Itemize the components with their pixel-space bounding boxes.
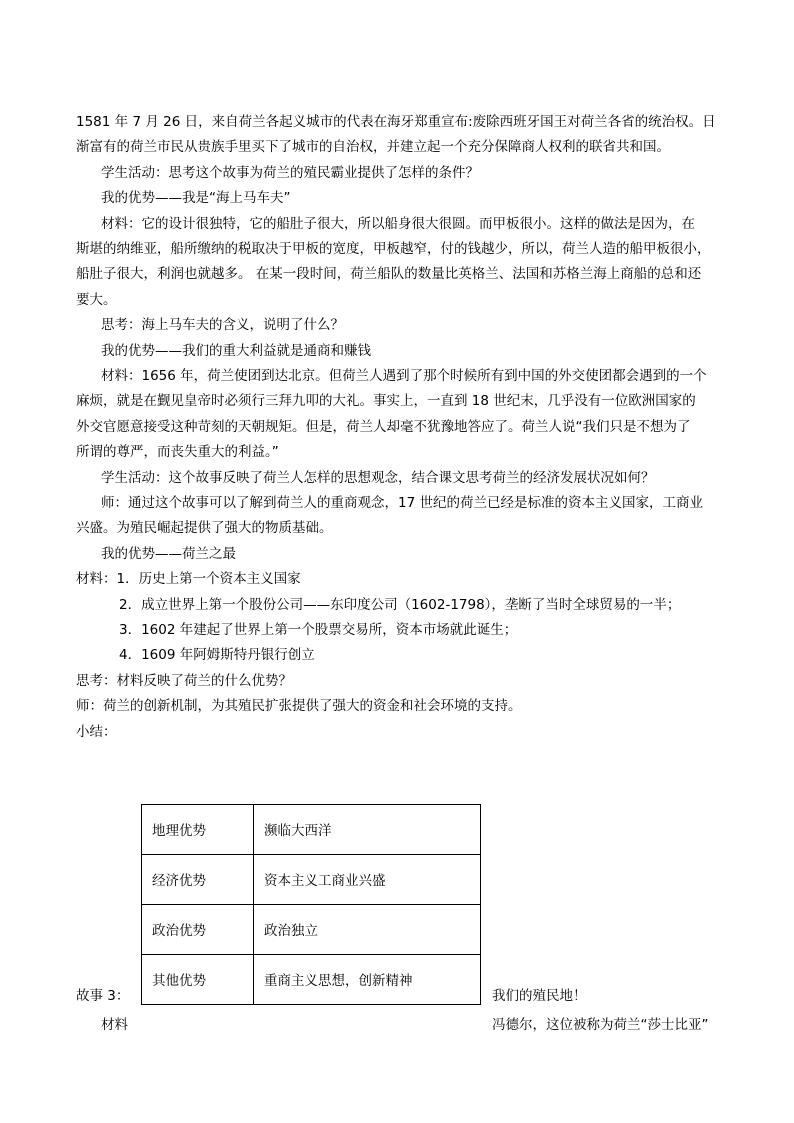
paragraph-line: 我的优势——我是“海上马车夫” xyxy=(101,190,291,206)
paragraph-line: 小结： xyxy=(76,724,117,740)
advantage-detail-cell: 濒临大西洋 xyxy=(254,805,481,855)
advantage-category-cell: 地理优势 xyxy=(142,805,254,855)
paragraph-line: 思考：材料反映了荷兰的什么优势？ xyxy=(76,673,292,689)
paragraph-line: 1581 年 7 月 26 日，来自荷兰各起义城市的代表在海牙郑重宣布:废除西班牙国王对荷兰各省的统治权。日 xyxy=(76,114,716,130)
paragraph-line: 兴盛。为殖民崛起提供了强大的物质基础。 xyxy=(76,520,333,536)
paragraph-line: 思考：海上马车夫的含义，说明了什么？ xyxy=(101,317,344,333)
paragraph-line: 材料：1．历史上第一个资本主义国家 xyxy=(76,571,301,587)
paragraph-line: 师：通过这个故事可以了解到荷兰人的重商观念，17 世纪的荷兰已经是标准的资本主义国家，工商业 xyxy=(101,495,703,511)
advantage-category-cell: 其他优势 xyxy=(142,955,254,1005)
paragraph-line: 外交官愿意接受这种苛刻的天朝规矩。但是，荷兰人却毫不犹豫地答应了。荷兰人说“我们只是不想为了 xyxy=(76,419,691,435)
advantage-category-cell: 经济优势 xyxy=(142,855,254,905)
paragraph-line: 材料：1656 年，荷兰使团到达北京。但荷兰人遇到了那个时候所有到中国的外交使团都会遇到的一个 xyxy=(101,368,707,384)
summary-table xyxy=(141,804,481,1005)
story3-title: 我们的殖民地！ xyxy=(492,988,587,1004)
material-tail-text: 冯德尔，这位被称为荷兰“莎士比亚” xyxy=(492,1017,709,1033)
paragraph-line: 船肚子很大，利润也就越多。 在某一段时间，荷兰船队的数量比英格兰、法国和苏格兰海上商船的总和还 xyxy=(76,266,702,282)
table-row xyxy=(142,805,481,855)
table-row xyxy=(142,955,481,1005)
paragraph-line: 所谓的尊严，而丧失重大的利益。” xyxy=(76,444,279,460)
paragraph-line: 4．1609 年阿姆斯特丹银行创立 xyxy=(119,647,315,663)
material-label: 材料 xyxy=(101,1017,128,1033)
paragraph-line: 学生活动：这个故事反映了荷兰人怎样的思想观念，结合课文思考荷兰的经济发展状况如何？ xyxy=(101,470,655,486)
advantage-detail-cell: 政治独立 xyxy=(254,905,481,955)
table-row xyxy=(142,905,481,955)
paragraph-line: 渐富有的荷兰市民从贵族手里买下了城市的自治权，并建立起一个充分保障商人权利的联省共和国。 xyxy=(76,139,670,155)
paragraph-line: 2．成立世界上第一个股份公司——东印度公司（1602-1798），垄断了当时全球贸易的一半； xyxy=(119,597,681,613)
paragraph-line: 材料：它的设计很独特，它的船肚子很大，所以船身很大很圆。而甲板很小。这样的做法是因为，在 xyxy=(101,216,695,232)
table-row xyxy=(142,855,481,905)
advantage-detail-cell: 资本主义工商业兴盛 xyxy=(254,855,481,905)
story3-label: 故事 3： xyxy=(76,988,130,1004)
paragraph-line: 斯堪的纳维亚，船所缴纳的税取决于甲板的宽度，甲板越窄，付的钱越少，所以，荷兰人造的船甲板很小， xyxy=(76,241,711,257)
advantage-category-cell: 政治优势 xyxy=(142,905,254,955)
paragraph-line: 师：荷兰的创新机制，为其殖民扩张提供了强大的资金和社会环境的支持。 xyxy=(76,698,522,714)
paragraph-line: 学生活动：思考这个故事为荷兰的殖民霸业提供了怎样的条件？ xyxy=(101,165,479,181)
paragraph-line: 麻烦，就是在觐见皇帝时必须行三拜九叩的大礼。事实上，一直到 18 世纪末，几乎没有一位欧洲国家的 xyxy=(76,393,696,409)
paragraph-line: 要大。 xyxy=(76,292,117,308)
paragraph-line: 我的优势——荷兰之最 xyxy=(101,546,236,562)
paragraph-line: 我的优势——我们的重大利益就是通商和赚钱 xyxy=(101,343,371,359)
paragraph-line: 3．1602 年建起了世界上第一个股票交易所，资本市场就此诞生； xyxy=(119,622,518,638)
advantage-detail-cell: 重商主义思想，创新精神 xyxy=(254,955,481,1005)
